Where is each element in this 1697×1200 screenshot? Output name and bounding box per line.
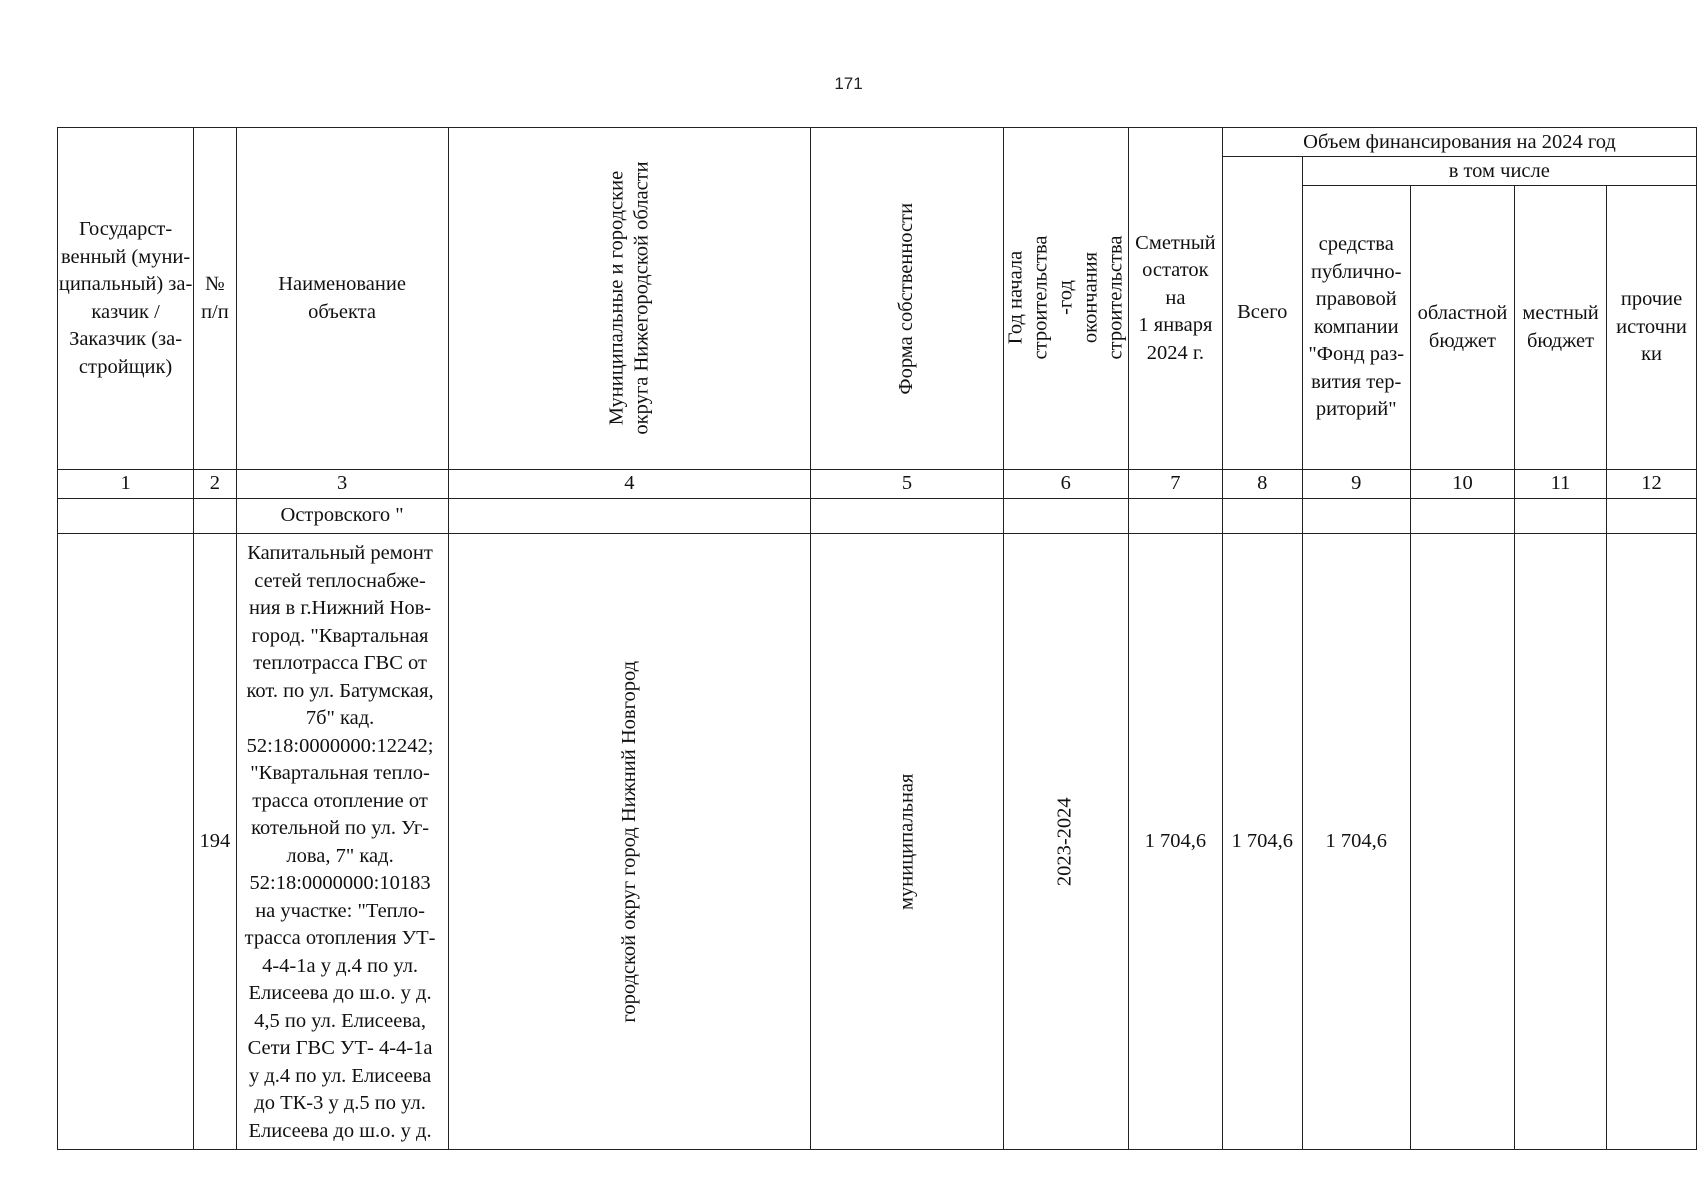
row-object-name: Капитальный ремонт сетей теплоснабже- ния в г.Нижний Нов- город. "Квартальная теплотрасса ГВС от кот. по ул. Батумская, 7б" кад. 52:18:0000000:12242; "Квартальная тепло- трасса отопление от котельной по ул. Уг- лова, 7" кад. 52:18:0000000:10183 на участке: "Тепло- трасса отопления УТ- 4-4-1а у д.4 по ул. Елисеева до ш.о. у д. 4,5 по ул. Елисеева, Сети ГВС УТ- 4-4-1а у д.4 по ул. Елисеева до ТК-3 у д.5 по ул. Елисеева до ш.о. у д. bbox=[236, 534, 448, 1150]
header-total: Всего bbox=[1222, 157, 1302, 470]
header-years: Год начала строительства -год окончания строительства bbox=[1003, 128, 1128, 470]
col-number: 8 bbox=[1222, 470, 1302, 499]
row-total: 1 704,6 bbox=[1222, 534, 1302, 1150]
col-number: 12 bbox=[1607, 470, 1697, 499]
row-number: 194 bbox=[194, 534, 236, 1150]
row-customer bbox=[58, 534, 194, 1150]
continuation-object-name: Островского " bbox=[236, 499, 448, 534]
row-fund-territories: 1 704,6 bbox=[1302, 534, 1410, 1150]
col-number: 10 bbox=[1410, 470, 1514, 499]
header-funding-title: Объем финансирования на 2024 год bbox=[1222, 128, 1696, 157]
header-customer: Государст- венный (муни- ципальный) за- казчик / Заказчик (за- стройщик) bbox=[58, 128, 194, 470]
row-other-sources bbox=[1607, 534, 1697, 1150]
header-local-budget: местный бюджет bbox=[1514, 186, 1606, 470]
header-estimate-balance: Сметный остаток на 1 января 2024 г. bbox=[1128, 128, 1222, 470]
col-number: 9 bbox=[1302, 470, 1410, 499]
header-fund-territories: средства публично- правовой компании "Фонд раз- вития тер- риторий" bbox=[1302, 186, 1410, 470]
header-regional-budget: областной бюджет bbox=[1410, 186, 1514, 470]
col-number: 6 bbox=[1003, 470, 1128, 499]
col-number: 4 bbox=[448, 470, 811, 499]
header-number: № п/п bbox=[194, 128, 236, 470]
col-number: 2 bbox=[194, 470, 236, 499]
header-object-name: Наименование объекта bbox=[236, 128, 448, 470]
row-municipality: городской округ город Нижний Новгород bbox=[448, 534, 811, 1150]
column-numbers-row bbox=[58, 470, 1697, 499]
col-number: 5 bbox=[811, 470, 1004, 499]
col-number: 11 bbox=[1514, 470, 1606, 499]
row-local-budget bbox=[1514, 534, 1606, 1150]
row-years: 2023-2024 bbox=[1003, 534, 1128, 1150]
header-municipality: Муниципальные и городские округа Нижегородской области bbox=[448, 128, 811, 470]
row-estimate-balance: 1 704,6 bbox=[1128, 534, 1222, 1150]
page-number: 171 bbox=[834, 74, 863, 93]
col-number: 1 bbox=[58, 470, 194, 499]
table-row bbox=[58, 534, 1697, 1150]
header-ownership: Форма собственности bbox=[811, 128, 1004, 470]
col-number: 3 bbox=[236, 470, 448, 499]
header-other-sources: прочие источни ки bbox=[1607, 186, 1697, 470]
row-ownership: муниципальная bbox=[811, 534, 1004, 1150]
row-regional-budget bbox=[1410, 534, 1514, 1150]
financing-table bbox=[57, 127, 1697, 1150]
header-including: в том числе bbox=[1302, 157, 1696, 186]
continuation-row bbox=[58, 499, 1697, 534]
col-number: 7 bbox=[1128, 470, 1222, 499]
